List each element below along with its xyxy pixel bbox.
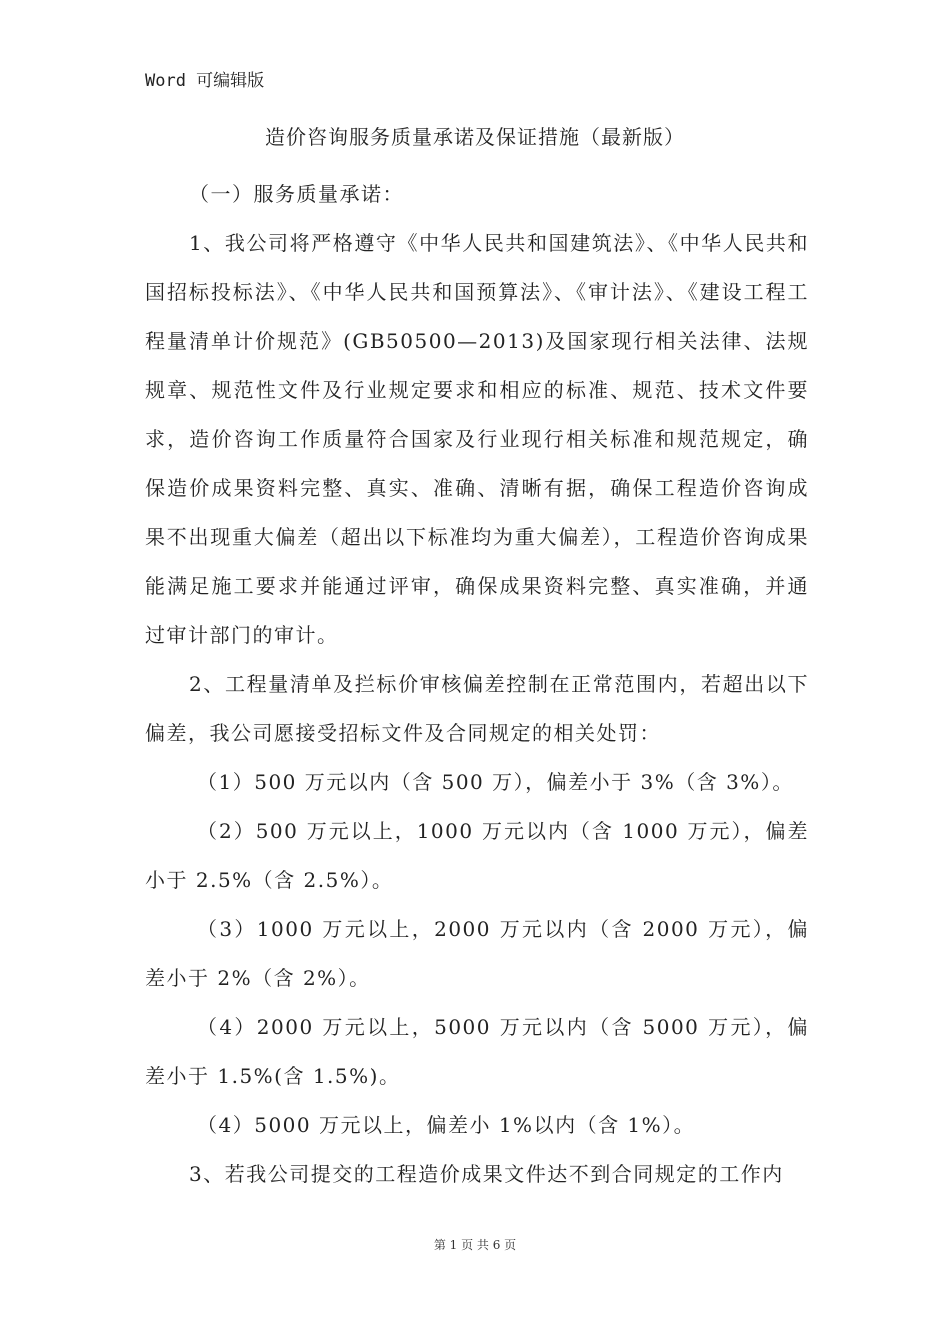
document-body bbox=[145, 170, 809, 1199]
document-title: 造价咨询服务质量承诺及保证措施（最新版） bbox=[265, 125, 685, 149]
deviation-item-1: （1）500 万元以内（含 500 万），偏差小于 3%（含 3%）。 bbox=[197, 770, 794, 794]
page-number-footer: 第 1 页 共 6 页 bbox=[433, 1238, 517, 1252]
paragraph-commitment-2: 2、工程量清单及拦标价审核偏差控制在正常范围内，若超出以下偏差，我公司愿接受招标文件及合同规定的相关处罚： bbox=[145, 672, 809, 745]
paragraph-commitment-3: 3、若我公司提交的工程造价成果文件达不到合同规定的工作内 bbox=[189, 1162, 784, 1186]
section-heading-service-quality: （一）服务质量承诺： bbox=[189, 182, 404, 206]
deviation-item-4: （4）2000 万元以上，5000 万元以内（含 5000 万元），偏差小于 1.5%(含 1.5%)。 bbox=[145, 1015, 809, 1088]
document-header-label: Word 可编辑版 bbox=[145, 71, 265, 91]
paragraph-commitment-1: 1、我公司将严格遵守《中华人民共和国建筑法》、《中华人民共和国招标投标法》、《中华人民共和国预算法》、《审计法》、《建设工程工程量清单计价规范》(GB50500—2013)及国家现行相关法律、法规规章、规范性文件及行业规定要求和相应的标准、规范、技术文件要求，造价咨询工作质量符合国家及行业现行相关标准和规范规定，确保造价成果资料完整、真实、准确、清晰有据，确保工程造价咨询成果不出现重大偏差（超出以下标准均为重大偏差），工程造价咨询成果能满足施工要求并能通过评审，确保成果资料完整、真实准确，并通过审计部门的审计。 bbox=[145, 231, 809, 647]
deviation-item-3: （3）1000 万元以上，2000 万元以内（含 2000 万元），偏差小于 2%（含 2%）。 bbox=[145, 917, 809, 990]
deviation-item-5: （4）5000 万元以上，偏差小 1%以内（含 1%）。 bbox=[197, 1113, 696, 1137]
deviation-item-2: （2）500 万元以上，1000 万元以内（含 1000 万元），偏差小于 2.5%（含 2.5%）。 bbox=[145, 819, 809, 892]
